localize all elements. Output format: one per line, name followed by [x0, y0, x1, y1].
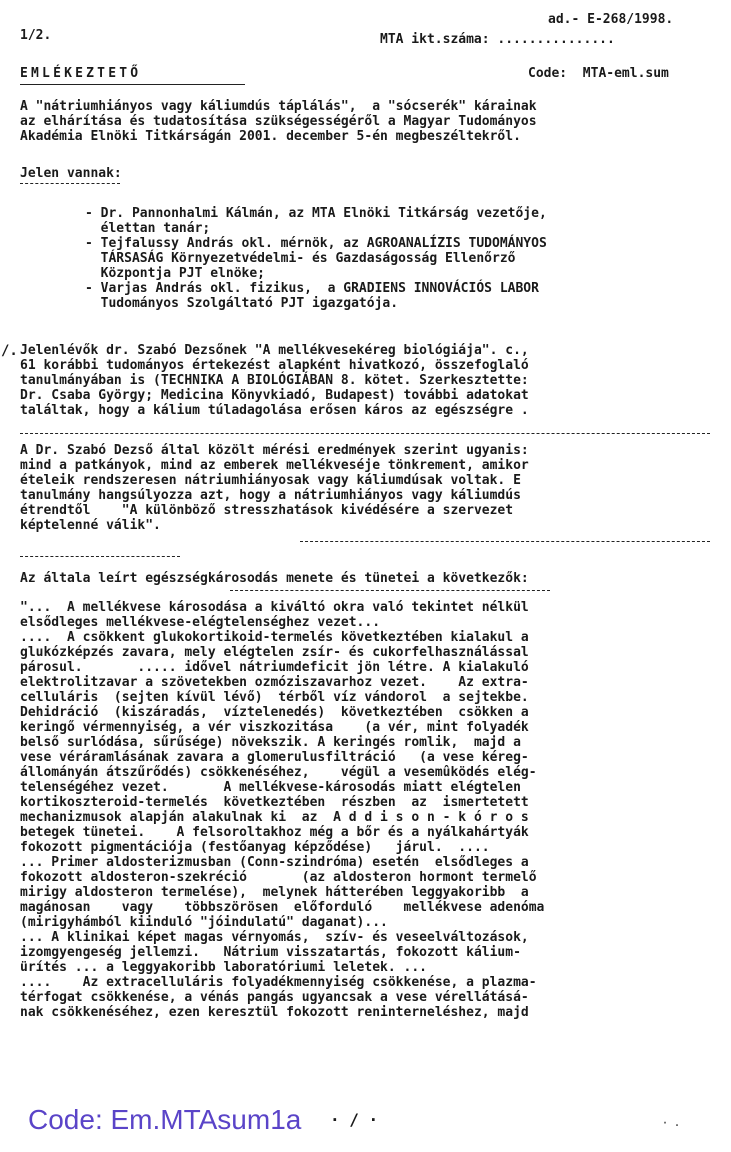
paragraph-line: tanulmányában is (TECHNIKA A BIOLÓGIÁBAN 8. kötet. Szerkesztette: [20, 373, 529, 388]
quote-line: fokozott pigmentációja (festőanyag képződése) járul. .... [20, 840, 490, 855]
quote-line: vese véráramlásának zavara a glomerulusfiltráció (a vese kéreg- [20, 750, 529, 765]
intro-line: az elhárítása és tudatosítása szükségességéről a Magyar Tudományos [20, 114, 537, 129]
attendee-list [85, 206, 710, 311]
paragraph-line: étrendtől "A különböző stresszhatások kivédésére a szervezet [20, 503, 514, 518]
paragraph-line: mind a patkányok, mind az emberek mellékveséje tönkrement, amikor [20, 458, 529, 473]
szabo-reference-paragraph [20, 343, 710, 418]
dashed-separator [300, 541, 710, 542]
quote-line: magánosan vagy többszörösen előforduló mellékvese adenóma [20, 900, 545, 915]
present-heading-text: Jelen vannak: [20, 166, 122, 181]
corner-mark: · . [662, 1118, 681, 1129]
ad-reference: ad.- E-268/1998. [548, 12, 674, 27]
paragraph-line: tanulmány hangsúlyozza azt, hogy a nátriumhiányos vagy káliumdús [20, 488, 521, 503]
dashed-separator [20, 556, 180, 557]
quote-line: ... A klinikai képet magas vérnyomás, szív- és veseelváltozások, [20, 930, 529, 945]
attendee-line: Központja PJT elnöke; [85, 266, 266, 281]
dashed-separator [20, 433, 710, 434]
quote-line: térfogat csökkenése, a vénás pangás ugyancsak a vese vérellátásá- [20, 990, 529, 1005]
symptom-heading-underline [230, 590, 550, 591]
quote-line: .... A csökkent glukokortikoid-termelés következtében kialakul a [20, 630, 529, 645]
quote-line: glukózképzés zavara, mely elégtelen zsír- és cukorfelhasználással [20, 645, 529, 660]
paragraph-line: Jelenlévők dr. Szabó Dezsőnek "A mellékvesekéreg biológiája". c., [20, 343, 529, 358]
attendee-line: TÁRSASÁG Környezetvédelmi- és Gazdaságosság Ellenőrző [85, 251, 516, 266]
quote-line: elsődleges mellékvese-elégtelenséghez vezet... [20, 615, 381, 630]
paragraph-line: találtak, hogy a kálium túladagolása erősen káros az egészségre . [20, 403, 529, 418]
quote-line: mirigy aldosteron termelése), melynek hátterében leggyakoribb a [20, 885, 529, 900]
quote-line: izomgyengeség jellemzi. Nátrium visszatartás, fokozott kálium- [20, 945, 521, 960]
quote-line: celluláris (sejten kívül lévő) térből víz vándorol a sejtekbe. [20, 690, 529, 705]
quote-line: elektrolitzavar a szövetekben ozmóziszavarhoz vezet. Az extra- [20, 675, 529, 690]
quote-line: nak csökkenéséhez, ezen keresztül fokozott reninterneléshez, majd [20, 1005, 529, 1020]
symptom-heading [20, 571, 710, 586]
quote-line: mechanizmusok alapján alakulnak ki az A d d i s o n - k ó r o s [20, 810, 529, 825]
quoted-text-block [20, 600, 710, 1020]
quote-line: telenségéhez vezet. A mellékvese-károsodás miatt elégtelen [20, 780, 521, 795]
attendee-line: - Dr. Pannonhalmi Kálmán, az MTA Elnöki Titkárság vezetője, [85, 206, 547, 221]
footer-code: Code: Em.MTAsum1a [28, 1104, 302, 1135]
quote-line: fokozott aldosteron-szekréció (az aldosteron hormont termelő [20, 870, 537, 885]
quote-line: "... A mellékvese károsodása a kiváltó okra való tekintet nélkül [20, 600, 529, 615]
paragraph-line: A Dr. Szabó Dezső által közölt mérési eredmények szerint ugyanis: [20, 443, 529, 458]
mta-registration-number: MTA ikt.száma: ............... [380, 32, 615, 47]
quote-line: kortikoszteroid-termelés következtében részben az ismertetett [20, 795, 529, 810]
results-paragraph [20, 443, 710, 533]
document-title: EMLÉKEZTETŐ [20, 66, 142, 81]
quote-line: (mirigyhámból kiinduló "jóindulatú" daganat)... [20, 915, 388, 930]
attendee-line: - Tejfalussy András okl. mérnök, az AGROANALÍZIS TUDOMÁNYOS [85, 236, 547, 251]
quote-line: ... Primer aldosterizmusban (Conn-szindróma) esetén elsődleges a [20, 855, 529, 870]
quote-line: betegek tünetei. A felsoroltakhoz még a bőr és a nyálkahártyák [20, 825, 529, 840]
quote-line: Dehidráció (kiszáradás, víztelenedés) következtében csökken a [20, 705, 529, 720]
title-underline [20, 84, 245, 85]
quote-line: ürítés ... a leggyakoribb laboratóriumi leletek. ... [20, 960, 427, 975]
paragraph-line: képtelenné válik". [20, 518, 161, 533]
attendee-line: Tudományos Szolgáltató PJT igazgatója. [85, 296, 399, 311]
intro-line: A "nátriumhiányos vagy káliumdús táplálás", a "sócserék" kárainak [20, 99, 537, 114]
page-number: 1/2. [20, 28, 52, 43]
quote-line: .... Az extracelluláris folyadékmennyiség csökkenése, a plazma- [20, 975, 537, 990]
quote-line: belső surlódása, sűrűsége) növekszik. A keringés romlik, majd a [20, 735, 521, 750]
quote-line: állományán átszűrődés) csökkenéséhez, végül a vesemûködés elég- [20, 765, 537, 780]
paragraph-line: Dr. Csaba György; Medicina Könyvkiadó, Budapest) további adatokat [20, 388, 529, 403]
document-code: Code: MTA-eml.sum [528, 66, 669, 81]
footer-mark: · / · [330, 1110, 379, 1129]
attendee-line: - Varjas András okl. fizikus, a GRADIENS INNOVÁCIÓS LABOR [85, 281, 539, 296]
symptom-heading-text: Az általa leírt egészségkárosodás menete és tünetei a következők: [20, 571, 529, 586]
attendee-line: élettan tanár; [85, 221, 211, 236]
paragraph-line: 61 korábbi tudományos értekezést alapként hivatkozó, összefoglaló [20, 358, 529, 373]
present-heading-underline [20, 183, 120, 184]
intro-paragraph [20, 99, 710, 144]
paragraph-line: ételeik rendszeresen nátriumhiányosak vagy káliumdúsak voltak. E [20, 473, 521, 488]
present-heading [20, 166, 710, 181]
intro-line: Akadémia Elnöki Titkárságán 2001. december 5-én megbeszéltekről. [20, 129, 521, 144]
quote-line: keringő vérmennyiség, a vér viszkozitása (a vér, mint folyadék [20, 720, 529, 735]
margin-mark: /. [1, 343, 18, 359]
quote-line: párosul. ..... idővel nátriumdeficit jön létre. A kialakuló [20, 660, 529, 675]
